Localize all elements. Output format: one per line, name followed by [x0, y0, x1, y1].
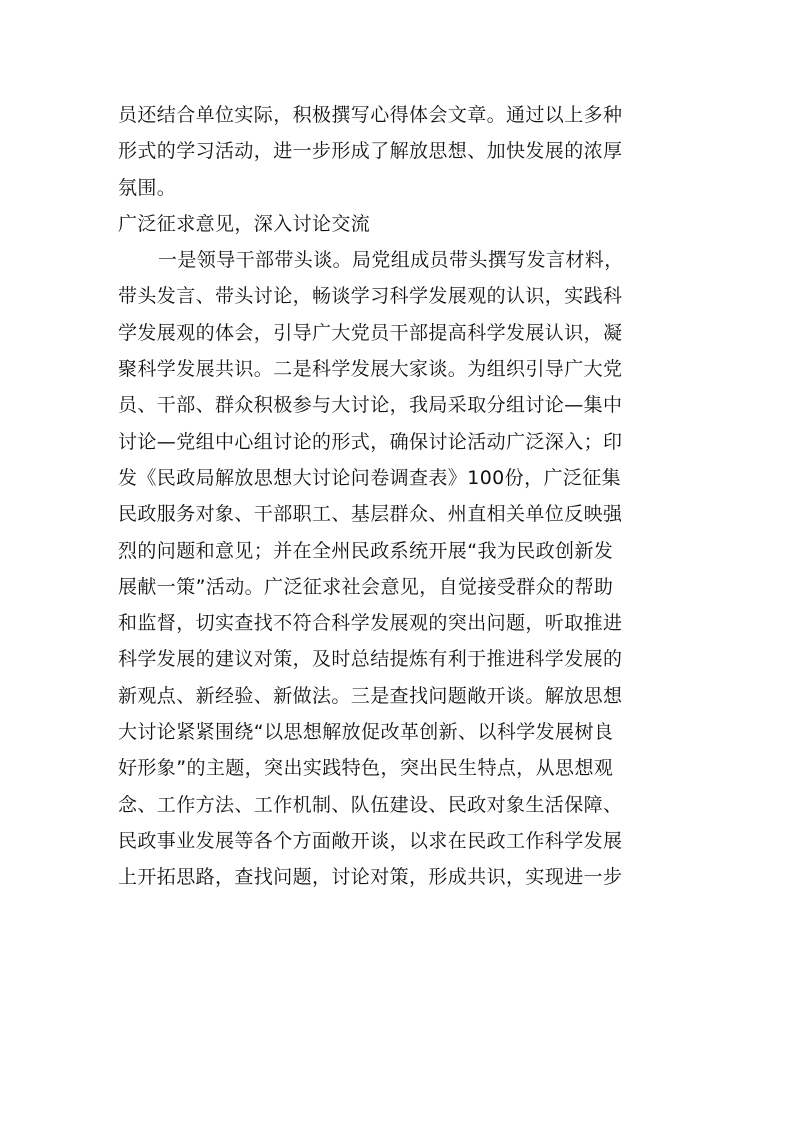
text-line: 新观点、新经验、新做法。三是查找问题敞开谈。解放思想 — [118, 684, 623, 707]
text-line: 民政服务对象、干部职工、基层群众、州直相关单位反映强 — [118, 503, 623, 526]
text-line: 发《民政局解放思想大讨论问卷调查表》100份，广泛征集 — [118, 466, 622, 489]
text-line: 和监督，切实查找不符合科学发展观的突出问题，听取推进 — [118, 612, 623, 635]
text-line: 好形象”的主题，突出实践特色，突出民生特点，从思想观 — [118, 757, 614, 780]
text-line: 带头发言、带头讨论，畅谈学习科学发展观的认识，实践科 — [118, 285, 623, 308]
text-line: 上开拓思路，查找问题，讨论对策，形成共识，实现进一步 — [118, 866, 623, 889]
document-body — [118, 97, 682, 896]
text-line: 讨论—党组中心组讨论的形式，确保讨论活动广泛深入；印 — [118, 430, 623, 453]
text-line: 聚科学发展共识。二是科学发展大家谈。为组织引导广大党 — [118, 358, 623, 381]
text-line: 展献一策”活动。广泛征求社会意见，自觉接受群众的帮助 — [118, 575, 614, 598]
text-line: 氛围。 — [118, 176, 177, 199]
text-line: 科学发展的建议对策，及时总结提炼有利于推进科学发展的 — [118, 648, 623, 671]
text-line: 烈的问题和意见；并在全州民政系统开展“我为民政创新发 — [118, 539, 614, 562]
text-line: 念、工作方法、工作机制、队伍建设、民政对象生活保障、 — [118, 793, 623, 816]
paragraph-first-line: 一是领导干部带头谈。局党组成员带头撰写发言材料， — [158, 249, 624, 272]
text-line: 大讨论紧紧围绕“以思想解放促改革创新、以科学发展树良 — [118, 721, 614, 744]
text-line: 员还结合单位实际，积极撰写心得体会文章。通过以上多种 — [118, 104, 623, 126]
text-line: 员、干部、群众积极参与大讨论，我局采取分组讨论—集中 — [118, 394, 623, 417]
text-line: 形式的学习活动，进一步形成了解放思想、加快发展的浓厚 — [118, 140, 623, 163]
section-heading: 广泛征求意见，深入讨论交流 — [118, 212, 371, 235]
text-line: 民政事业发展等各个方面敞开谈，以求在民政工作科学发展 — [118, 829, 623, 852]
text-line: 学发展观的体会，引导广大党员干部提高科学发展认识，凝 — [118, 321, 623, 344]
